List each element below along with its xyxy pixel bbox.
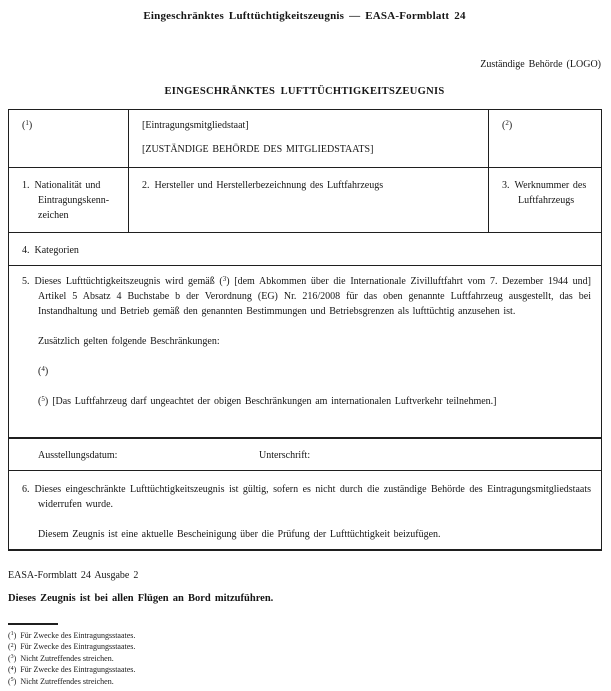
footnote-item bbox=[8, 630, 601, 642]
footnotes-list bbox=[8, 630, 601, 688]
superscript-digit: 4 bbox=[41, 365, 45, 373]
mark-paren-open: ( bbox=[38, 366, 42, 377]
footnote-mark-4 bbox=[22, 364, 591, 379]
footnote-item bbox=[8, 653, 601, 665]
field-nationality bbox=[22, 178, 118, 223]
superscript-digit: 3 bbox=[222, 275, 227, 283]
field-categories bbox=[22, 243, 591, 258]
mark-paren-open: ( bbox=[8, 665, 11, 674]
validity-cell bbox=[9, 471, 602, 550]
field-number: 1. bbox=[22, 180, 30, 191]
mark-paren-close: ) bbox=[508, 120, 513, 131]
statement-text-pre: Dieses Lufttüchtigkeitszeugnis wird gemäß ( bbox=[34, 276, 223, 287]
field-number: 4. bbox=[22, 245, 30, 256]
field-label: Nationalität und Eintragungskenn-zeichen bbox=[34, 180, 110, 221]
competent-authority-placeholder: [ZUSTÄNDIGE BEHÖRDE DES MITGLIEDSTAATS] bbox=[142, 144, 374, 155]
footnote-mark bbox=[8, 631, 16, 640]
footnote-mark-1 bbox=[22, 120, 32, 131]
footnote-mark bbox=[8, 654, 16, 663]
issue-date-label: Ausstellungsdatum: bbox=[38, 449, 118, 461]
superscript-digit: 1 bbox=[25, 119, 29, 127]
mark-paren-close: ) bbox=[13, 653, 17, 663]
mark-paren-close: ) bbox=[13, 676, 17, 686]
footnote-text: Für Zwecke des Eintragungsstaates. bbox=[20, 630, 136, 640]
statement-cell bbox=[9, 266, 602, 438]
mark-paren-open: ( bbox=[8, 642, 11, 651]
footnote-mark bbox=[8, 677, 16, 686]
field-label: Kategorien bbox=[34, 245, 79, 256]
international-traffic-text: [Das Luftfahrzeug darf ungeachtet der obigen Beschränkungen am internationalen Luftverkehr teilnehmen.] bbox=[52, 396, 497, 407]
restrictions-intro: Zusätzlich gelten folgende Beschränkungen: bbox=[38, 336, 220, 347]
statement-row bbox=[9, 266, 602, 438]
nationality-field-cell bbox=[9, 168, 129, 233]
field-manufacturer bbox=[142, 178, 478, 193]
field-label: Werknummer des Luftfahrzeugs bbox=[514, 180, 587, 206]
mark-paren-open: ( bbox=[8, 630, 11, 640]
mark-paren-close: ) bbox=[13, 665, 17, 674]
field-number: 6. bbox=[22, 484, 30, 495]
statement-paragraph bbox=[22, 274, 591, 319]
signature-line bbox=[22, 448, 591, 463]
footnote-item bbox=[8, 676, 601, 688]
serial-number-field-cell bbox=[489, 168, 602, 233]
form-reference: EASA-Formblatt 24 Ausgabe 2 bbox=[8, 569, 139, 581]
mark-paren-close: ) bbox=[13, 642, 17, 651]
footnote-text: Für Zwecke des Eintragungsstaates. bbox=[20, 665, 136, 674]
signature-cell bbox=[9, 438, 602, 471]
member-state-cell bbox=[129, 110, 489, 168]
carry-notice: Dieses Zeugnis ist bei allen Flügen an Bord mitzuführen. bbox=[8, 592, 274, 604]
footnote-mark bbox=[8, 665, 16, 674]
footnote-item bbox=[8, 641, 601, 653]
validity-row bbox=[9, 471, 602, 550]
form-heading: EINGESCHRÄNKTES LUFTTÜCHTIGKEITSZEUGNIS bbox=[164, 86, 445, 97]
mark-paren-open: ( bbox=[8, 653, 11, 663]
mark-paren-open: ( bbox=[38, 396, 42, 407]
categories-row bbox=[9, 233, 602, 266]
signature-label: Unterschrift: bbox=[259, 449, 311, 461]
international-traffic-note bbox=[22, 394, 591, 409]
superscript-digit: 5 bbox=[41, 395, 45, 403]
superscript-digit: 2 bbox=[10, 642, 14, 649]
superscript-digit: 1 bbox=[10, 631, 14, 637]
mark-paren-close: ) bbox=[44, 366, 49, 377]
field-number: 2. bbox=[142, 180, 150, 191]
footnote-item bbox=[8, 664, 601, 676]
field-label: Hersteller und Herstellerbezeichnung des Luftfahrzeugs bbox=[154, 180, 384, 191]
page-content bbox=[0, 9, 611, 687]
superscript-digit: 3 bbox=[10, 654, 14, 660]
mark-paren-close: ) bbox=[28, 120, 33, 131]
identity-row bbox=[9, 110, 602, 168]
field-number: 3. bbox=[502, 180, 510, 191]
footnote-mark bbox=[8, 642, 16, 651]
validity-text: Dieses eingeschränkte Lufttüchtigkeitszeugnis ist gültig, sofern es nicht durch die zuständige Behörde des Eintragungsmitgliedstaats widerrufen wurde. bbox=[34, 484, 591, 510]
document-title: Eingeschränktes Lufttüchtigkeitszeugnis — EASA-Formblatt 24 bbox=[143, 10, 466, 22]
footnote-mark-2 bbox=[502, 120, 512, 131]
member-state-placeholder: [Eintragungsmitgliedstaat] bbox=[142, 120, 249, 131]
footnote-text: Nicht Zutreffendes streichen. bbox=[20, 676, 114, 686]
mark-paren-close: ) bbox=[13, 630, 17, 640]
mark-paren-open: ( bbox=[8, 676, 11, 686]
mark-paren-open: ( bbox=[502, 120, 506, 131]
footnote-text: Nicht Zutreffendes streichen. bbox=[20, 653, 114, 663]
authority-note-cell bbox=[489, 110, 602, 168]
certificate-table bbox=[8, 109, 602, 551]
categories-cell bbox=[9, 233, 602, 266]
mark-paren-open: ( bbox=[22, 120, 26, 131]
signature-row bbox=[9, 438, 602, 471]
mark-paren-close: ) bbox=[44, 396, 49, 407]
fields-row bbox=[9, 168, 602, 233]
superscript-digit: 5 bbox=[10, 677, 14, 683]
validity-paragraph bbox=[22, 482, 591, 512]
footnote-text: Für Zwecke des Eintragungsstaates. bbox=[20, 642, 136, 651]
manufacturer-field-cell bbox=[129, 168, 489, 233]
statement-text-post: ) [dem Abkommen über die Internationale Zivilluftfahrt vom 7. Dezember 1944 und] Artikel 5 Absatz 4 Buchstabe b der Verordnung (EG) Nr. 216/2008 für das oben genannte Luftfahrzeug ausgestellt, das bei Instandhaltung und Betrieb gemäß den genannten Bestimmungen und Betriebsgrenzen als lufttüchtig anzusehen ist. bbox=[38, 276, 592, 317]
footnote-separator-rule bbox=[8, 623, 58, 625]
registration-state-note-cell bbox=[9, 110, 129, 168]
field-number: 5. bbox=[22, 276, 30, 287]
review-attachment-note: Diesem Zeugnis ist eine aktuelle Bescheinigung über die Prüfung der Lufttüchtigkeit beizufügen. bbox=[38, 529, 441, 540]
superscript-digit: 4 bbox=[10, 665, 14, 672]
field-serial-number bbox=[502, 178, 591, 208]
superscript-digit: 2 bbox=[505, 119, 509, 127]
authority-logo-label: Zuständige Behörde (LOGO) bbox=[480, 59, 601, 70]
